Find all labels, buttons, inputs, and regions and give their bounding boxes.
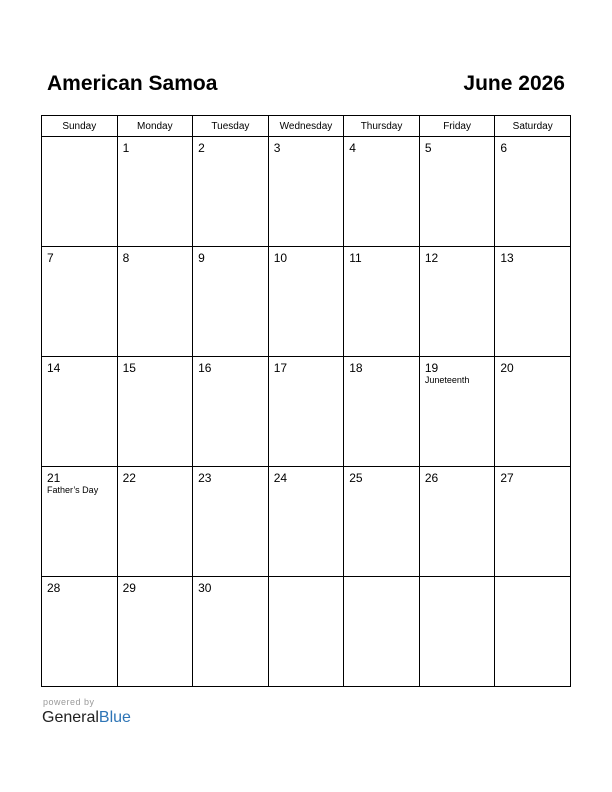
weekday-header-wednesday: Wednesday bbox=[268, 116, 344, 137]
day-number: 5 bbox=[424, 141, 432, 155]
day-cell bbox=[495, 357, 571, 467]
day-cell bbox=[268, 467, 344, 577]
weekday-header-saturday: Saturday bbox=[495, 116, 571, 137]
day-cell bbox=[117, 577, 193, 687]
day-cell bbox=[193, 357, 269, 467]
day-number: 26 bbox=[424, 471, 439, 485]
day-cell bbox=[419, 247, 495, 357]
day-cell bbox=[42, 137, 118, 247]
day-number bbox=[344, 577, 419, 581]
day-number: 23 bbox=[198, 471, 212, 485]
weekday-header-tuesday: Tuesday bbox=[193, 116, 269, 137]
brand-name-part2: Blue bbox=[98, 709, 131, 726]
day-number: 1 bbox=[122, 141, 130, 155]
day-number: 24 bbox=[273, 471, 288, 485]
day-number: 4 bbox=[349, 141, 356, 155]
day-number bbox=[269, 577, 344, 581]
day-number: 30 bbox=[198, 581, 212, 595]
day-number: 19 bbox=[424, 361, 439, 375]
day-number: 21 bbox=[47, 471, 61, 485]
day-cell bbox=[419, 137, 495, 247]
day-number: 10 bbox=[273, 251, 288, 265]
day-cell bbox=[268, 357, 344, 467]
day-number bbox=[420, 577, 495, 581]
day-number: 15 bbox=[122, 361, 136, 375]
day-cell bbox=[117, 137, 193, 247]
day-cell bbox=[495, 247, 571, 357]
day-cell bbox=[495, 467, 571, 577]
day-number: 27 bbox=[500, 471, 514, 485]
day-cell bbox=[42, 357, 118, 467]
weekday-header-friday: Friday bbox=[419, 116, 495, 137]
calendar-region-title: American Samoa bbox=[47, 72, 218, 95]
day-number: 8 bbox=[122, 251, 130, 265]
weekday-header-sunday: Sunday bbox=[42, 116, 118, 137]
day-cell bbox=[419, 467, 495, 577]
brand-logo bbox=[42, 709, 131, 727]
day-cell bbox=[193, 137, 269, 247]
day-cell bbox=[268, 247, 344, 357]
day-cell bbox=[42, 467, 118, 577]
day-number: 11 bbox=[349, 251, 362, 265]
day-cell bbox=[193, 247, 269, 357]
day-number: 20 bbox=[500, 361, 514, 375]
day-number: 7 bbox=[47, 251, 54, 265]
week-row bbox=[42, 467, 571, 577]
day-cell bbox=[344, 467, 420, 577]
day-number bbox=[42, 137, 117, 141]
day-cell bbox=[344, 247, 420, 357]
day-cell bbox=[193, 577, 269, 687]
day-cell bbox=[344, 357, 420, 467]
day-number: 17 bbox=[273, 361, 288, 375]
weekday-header-row bbox=[42, 116, 571, 137]
day-cell bbox=[42, 247, 118, 357]
day-cell bbox=[495, 577, 571, 687]
day-cell bbox=[42, 577, 118, 687]
week-row bbox=[42, 577, 571, 687]
day-number bbox=[495, 577, 570, 581]
week-row bbox=[42, 357, 571, 467]
day-cell bbox=[419, 577, 495, 687]
powered-by-label: powered by bbox=[43, 697, 95, 707]
day-cell bbox=[117, 247, 193, 357]
day-number: 6 bbox=[500, 141, 508, 155]
weekday-header-thursday: Thursday bbox=[344, 116, 420, 137]
day-number: 16 bbox=[198, 361, 212, 375]
day-cell bbox=[117, 357, 193, 467]
day-cell bbox=[117, 467, 193, 577]
day-number: 14 bbox=[47, 361, 61, 375]
day-cell bbox=[268, 577, 344, 687]
weekday-header-monday: Monday bbox=[117, 116, 193, 137]
day-number: 2 bbox=[198, 141, 205, 155]
calendar-grid bbox=[41, 115, 571, 687]
day-number: 22 bbox=[122, 471, 136, 485]
brand-name-part1: General bbox=[42, 709, 99, 726]
day-number: 9 bbox=[198, 251, 205, 265]
holiday-label: Juneteenth bbox=[424, 375, 470, 385]
week-row bbox=[42, 137, 571, 247]
day-cell bbox=[419, 357, 495, 467]
day-cell bbox=[495, 137, 571, 247]
day-cell bbox=[193, 467, 269, 577]
day-cell bbox=[344, 137, 420, 247]
day-cell bbox=[344, 577, 420, 687]
calendar-month-title: June 2026 bbox=[463, 72, 565, 95]
day-number: 29 bbox=[122, 581, 136, 595]
day-number: 25 bbox=[349, 471, 363, 485]
day-number: 28 bbox=[47, 581, 61, 595]
day-cell bbox=[268, 137, 344, 247]
day-number: 3 bbox=[273, 141, 281, 155]
day-number: 18 bbox=[349, 361, 363, 375]
day-number: 12 bbox=[424, 251, 439, 265]
day-number: 13 bbox=[500, 251, 514, 265]
week-row bbox=[42, 247, 571, 357]
holiday-label: Father’s Day bbox=[47, 485, 99, 495]
